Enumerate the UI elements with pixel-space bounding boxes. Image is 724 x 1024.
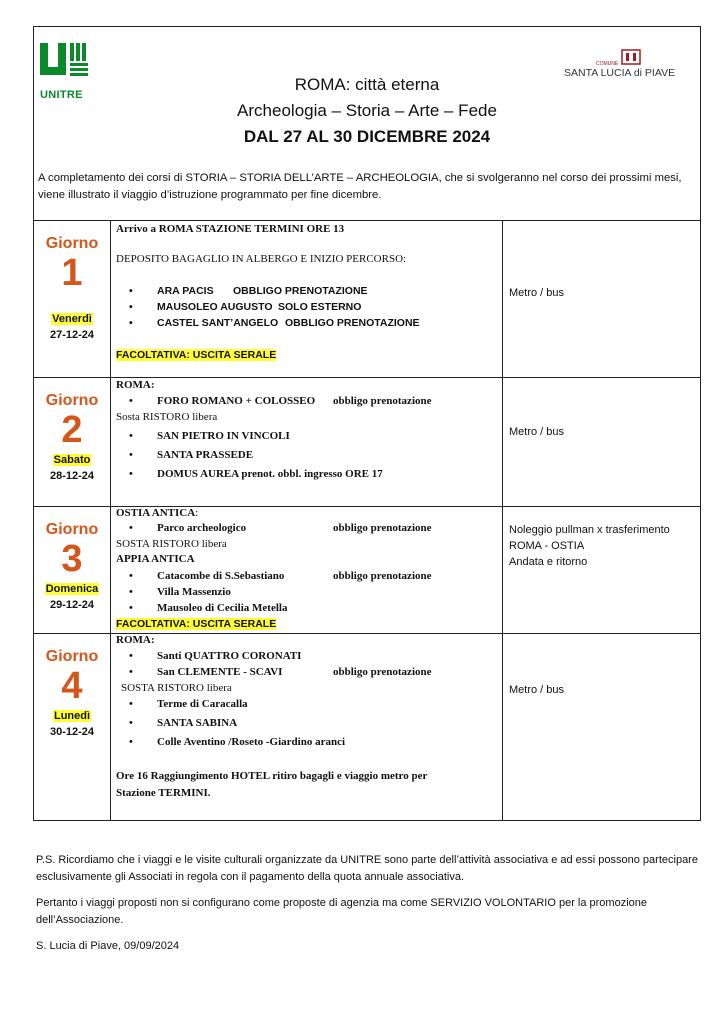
footer-note: Pertanto i viaggi proposti non si configurano come proposte di agenzia ma come SERVIZIO VOLONTARIO per la promozione dell’Associazione.	[36, 897, 648, 926]
transport-cell	[503, 221, 700, 377]
transport-note: Metro / bus	[509, 426, 565, 438]
day-date: 27-12-24	[49, 329, 95, 341]
transport-note: ROMA - OSTIA	[509, 540, 585, 552]
day-number: 4	[61, 665, 83, 707]
comune-label: COMUNE	[596, 61, 619, 67]
transport-note: Metro / bus	[509, 287, 565, 299]
program-line: SOSTA RISTORO libera	[121, 682, 232, 694]
footer-ps: P.S. Ricordiamo che i viaggi e le visite culturali organizzate da UNITRE sono parte dell’attività associativa e ad essi possono partecipare esclusivamente gli Associati in regola con il pagamento della quota annuale associativa.	[36, 854, 698, 883]
optional-evening: FACOLTATIVA: USCITA SERALE	[116, 618, 277, 630]
program-line: APPIA ANTICA	[116, 553, 195, 565]
weekday: Venerdì	[52, 313, 92, 325]
comune-crest-icon	[621, 49, 641, 65]
itinerary-frame	[33, 26, 701, 821]
giorno-label: Giorno	[45, 521, 99, 538]
program-line: ROMA:	[116, 634, 155, 646]
transport-cell	[503, 378, 700, 506]
transport-note: Noleggio pullman x trasferimento	[509, 524, 670, 536]
header	[34, 27, 700, 221]
giorno-label: Giorno	[45, 392, 99, 409]
day-date: 28-12-24	[49, 470, 95, 482]
program-line: SOSTA RISTORO libera	[116, 538, 227, 550]
day-number: 2	[61, 409, 83, 451]
santa-lucia-label: SANTA LUCIA di PIAVE	[564, 67, 676, 79]
day-date: 29-12-24	[49, 599, 95, 611]
unitre-label: UNITRE	[40, 89, 83, 101]
program-cell: OSTIA ANTICA: Parco archeologico obbligo prenotazione SOSTA RISTORO libera APPIA ANTICA Catacombe di S.Sebastiano obbligo prenotazione Villa Massenzio Mausoleo di Cecilia Metella FACOLTATIVA: USCITA SERALE	[111, 507, 503, 633]
program-line: Stazione TERMINI.	[116, 787, 211, 799]
program-cell: Arrivo a ROMA STAZIONE TERMINI ORE 13 DEPOSITO BAGAGLIO IN ALBERGO E INIZIO PERCORSO: ARA PACIS OBBLIGO PRENOTAZIONE MAUSOLEO AUGUSTO SOLO ESTERNO CASTEL SANT’ANGELO OBBLIGO PRENOTAZIONE FACOLTATIVA: USCITA SERALE	[111, 221, 503, 377]
day-row-3	[34, 507, 700, 634]
day-date: 30-12-24	[49, 726, 95, 738]
program-line: Arrivo a ROMA STAZIONE TERMINI ORE 13	[116, 223, 345, 235]
transport-note: Metro / bus	[509, 684, 565, 696]
title-subjects: Archeologia – Storia – Arte – Fede	[237, 101, 497, 120]
weekday: Domenica	[45, 583, 99, 595]
program-cell: ROMA: Santi QUATTRO CORONATI San CLEMENTE - SCAVI obbligo prenotazione SOSTA RISTORO libera Terme di Caracalla SANTA SABINA Colle Aventino /Roseto -Giardino aranci Ore 16 Raggiungimento HOTEL ritiro bagagli e viaggio metro per Stazione TERMINI.	[111, 634, 503, 821]
title-roma: ROMA: città eterna	[294, 75, 440, 94]
day-row-4	[34, 634, 700, 821]
transport-note: Andata e ritorno	[509, 556, 588, 568]
transport-cell	[503, 634, 700, 821]
program-cell: ROMA: FORO ROMANO + COLOSSEO obbligo prenotazione Sosta RISTORO libera SAN PIETRO IN VINCOLI SANTA PRASSEDE DOMUS AUREA prenot. obbl. ingresso ORE 17	[111, 378, 503, 506]
giorno-label: Giorno	[45, 648, 99, 665]
day-row-2	[34, 378, 700, 507]
day-row-1	[34, 221, 700, 378]
day-cell	[34, 634, 111, 821]
program-line: OSTIA ANTICA:	[116, 507, 199, 519]
weekday: Sabato	[53, 454, 91, 466]
title-dates: DAL 27 AL 30 DICEMBRE 2024	[243, 127, 491, 146]
weekday: Lunedì	[53, 710, 91, 722]
title-block	[34, 75, 700, 147]
day-number: 1	[61, 252, 83, 294]
day-cell	[34, 221, 111, 377]
intro-text: A completamento dei corsi di STORIA – STORIA DELL’ARTE – ARCHEOLOGIA, che si svolgeranno nel corso dei prossimi mesi, viene illustrato il viaggio d’istruzione programmato per fine dicembre.	[38, 172, 682, 201]
day-cell	[34, 378, 111, 506]
program-line: Sosta RISTORO libera	[116, 411, 218, 423]
day-number: 3	[61, 538, 83, 580]
program-line: DEPOSITO BAGAGLIO IN ALBERGO E INIZIO PERCORSO:	[116, 253, 407, 265]
footer	[36, 852, 706, 964]
program-line: ROMA:	[116, 379, 155, 391]
program-line: Ore 16 Raggiungimento HOTEL ritiro bagagli e viaggio metro per	[116, 770, 428, 782]
transport-cell	[503, 507, 700, 633]
footer-date: S. Lucia di Piave, 09/09/2024	[36, 940, 180, 952]
day-cell	[34, 507, 111, 633]
optional-evening: FACOLTATIVA: USCITA SERALE	[116, 349, 277, 361]
giorno-label: Giorno	[45, 235, 99, 252]
